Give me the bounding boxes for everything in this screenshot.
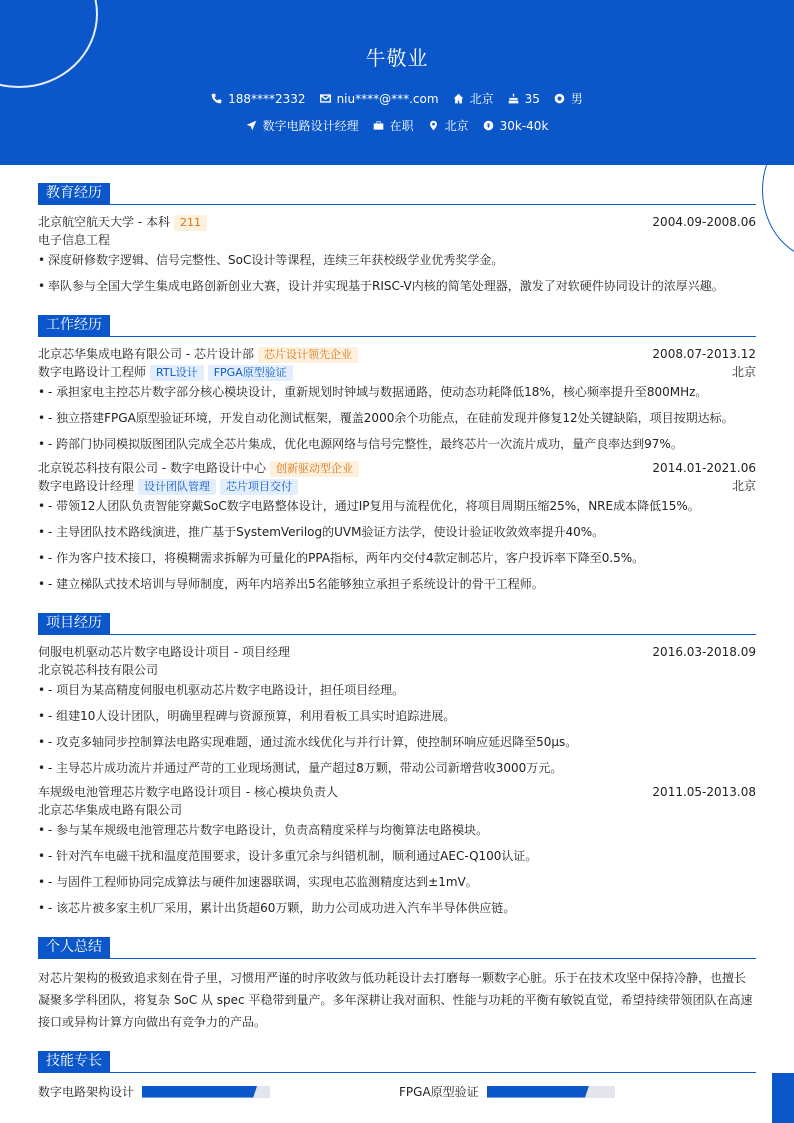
phone-item <box>211 90 305 107</box>
work-dates: 2008.07-2013.12 <box>652 347 756 361</box>
email-text: niu****@***.com <box>336 91 439 106</box>
section-title: 项目经历 <box>38 613 110 634</box>
status-item <box>373 117 414 134</box>
phone-text: 188****2332 <box>228 91 306 106</box>
home-icon <box>453 93 464 104</box>
project-company: 北京锐芯科技有限公司 <box>38 663 159 677</box>
skill-item <box>399 1083 615 1100</box>
company-tag: 芯片设计领先企业 <box>258 347 358 363</box>
candidate-name: 牛敬业 <box>365 46 429 70</box>
work-dates: 2014.01-2021.06 <box>652 461 756 475</box>
project-name: 伺服电机驱动芯片数字电路设计项目 - 项目经理 <box>38 645 290 659</box>
salary-text: 30k-40k <box>499 118 549 133</box>
skill-tag: RTL设计 <box>150 365 204 381</box>
work-section: 工作经历 北京芯华集成电路有限公司 - 芯片设计部 芯片设计领先企业 2008.07-2013.12 数字电路设计工程师 RTL设计 FPGA原型验证 北京 • - 承担家电主控芯片数字部分核心模块设计，重新规划时钟域与数据通路，使动态功耗降低18%，核心频率提升至800MHz。 • - 独立搭建FPGA原型验证环境，开发自动化测试框架，覆盖2000余个功能点，在硅前发现并修复12处关键缺陷，项目按期达标。 • - 跨部门协同模拟版图团队完成全芯片集成，优化电源网络与信号完整性，最终芯片一次流片成功，量产良率达到97%。 北京锐芯科技有限公司 - 数字电路设计中心 创新驱动型企业 2014.01-2021.06 数字电路设计经理 设计团队管理 芯片项目交付 北京 • - 带领12人团队负责智能穿戴SoC数字电路整体设计，通过IP复用与流程优化，将项目周期压缩25%，NRE成本降低15%。 • - 主导团队技术路线演进，推广基于SystemVerilog的UVM验证方法学，使设计验证收敛效率提升40%。 • - 作为客户技术接口，将模糊需求拆解为可量化的PPA指标，两年内交付4款定制芯片，客户投诉率下降至0.5%。 • - 建立梯队式技术培训与导师制度，两年内培养出5名能够独立承担子系统设计的骨干工程师。 <box>38 317 756 591</box>
mail-icon <box>320 93 331 104</box>
city-item <box>453 90 494 107</box>
age-text: 35 <box>524 91 540 106</box>
section-title: 工作经历 <box>38 315 110 336</box>
school-tag: 211 <box>174 215 207 231</box>
cake-icon <box>508 93 519 104</box>
target-city-text: 北京 <box>444 119 469 133</box>
summary-section <box>38 937 756 959</box>
skill-name: FPGA原型验证 <box>399 1085 479 1099</box>
projects-section: 项目经历 伺服电机驱动芯片数字电路设计项目 - 项目经理 2016.03-2018.09 北京锐芯科技有限公司 • - 项目为某高精度伺服电机驱动芯片数字电路设计，担任项目经理。 • - 组建10人设计团队，明确里程碑与资源预算，利用看板工具实时追踪进展。 • - 攻克多轴同步控制算法电路实现难题，通过流水线优化与并行计算，使控制环响应延迟降至50μs。 • - 主导芯片成功流片并通过严苛的工业现场测试，量产超过8万颗，带动公司新增营收3000万元。 车规级电池管理芯片数字电路设计项目 - 核心模块负责人 2011.05-2013.08 北京芯华集成电路有限公司 • - 参与某车规级电池管理芯片数字电路设计，负责高精度采样与均衡算法电路模块。 • - 针对汽车电磁干扰和温度范围要求，设计多重冗余与纠错机制，顺利通过AEC-Q100认证。 • - 与固件工程师协同完成算法与硬件加速器联调，实现电芯监测精度达到±1mV。 • - 该芯片被多家主机厂采用，累计出货超60万颗，助力公司成功进入汽车半导体供应链。 <box>38 615 756 915</box>
age-item <box>508 90 540 107</box>
basic-info-row <box>0 90 794 107</box>
section-title: 教育经历 <box>38 183 110 204</box>
resume-header <box>0 0 794 165</box>
school-line: 北京航空航天大学 - 本科 <box>38 215 170 229</box>
section-title: 个人总结 <box>38 937 110 958</box>
project-dates: 2011.05-2013.08 <box>652 785 756 799</box>
target-job-item <box>246 117 359 134</box>
city-text: 北京 <box>469 92 494 106</box>
gender-text: 男 <box>570 92 583 106</box>
skill-level-bar <box>487 1086 615 1098</box>
skill-tag: FPGA原型验证 <box>208 365 293 381</box>
work-location: 北京 <box>731 365 756 379</box>
summary-text: 对芯片架构的极致追求刻在骨子里，习惯用严谨的时序收敛与低功耗设计去打磨每一颗数字心脏。乐于在技术攻坚中保持冷静，也擅长凝聚多学科团队，将复杂 SoC 从 spec 平稳带到量产。多年深耕让我对面积、性能与功耗的平衡有敏锐直觉，希望持续带领团队在高速接口或异构计算方向做出有竞争力的产品。 <box>38 971 753 1029</box>
target-job-text: 数字电路设计经理 <box>262 119 359 133</box>
gender-item <box>554 90 583 107</box>
skill-tag: 设计团队管理 <box>138 479 216 495</box>
phone-icon <box>211 93 222 104</box>
skill-item <box>38 1083 270 1100</box>
skill-name: 数字电路架构设计 <box>38 1085 135 1099</box>
project-dates: 2016.03-2018.09 <box>652 645 756 659</box>
skill-level-bar <box>142 1086 270 1098</box>
job-title: 数字电路设计经理 <box>38 479 135 493</box>
job-intent-row <box>0 117 794 134</box>
money-icon <box>483 120 494 131</box>
location-pin-icon <box>428 120 439 131</box>
email-item <box>320 90 439 107</box>
section-title: 技能专长 <box>38 1051 110 1072</box>
salary-item <box>483 117 549 134</box>
briefcase-icon <box>373 120 384 131</box>
status-text: 在职 <box>389 119 414 133</box>
company-tag: 创新驱动型企业 <box>270 461 359 477</box>
skills-section <box>38 1051 756 1073</box>
education-major: 电子信息工程 <box>38 233 111 247</box>
skill-tag: 芯片项目交付 <box>220 479 298 495</box>
project-name: 车规级电池管理芯片数字电路设计项目 - 核心模块负责人 <box>38 785 338 799</box>
summary-heading <box>38 937 756 959</box>
skill-level-fill <box>142 1086 257 1098</box>
work-location: 北京 <box>731 479 756 493</box>
skill-level-fill <box>487 1086 589 1098</box>
company-line: 北京芯华集成电路有限公司 - 芯片设计部 <box>38 347 254 361</box>
project-company: 北京芯华集成电路有限公司 <box>38 803 183 817</box>
job-title: 数字电路设计工程师 <box>38 365 147 379</box>
gender-icon <box>554 93 565 104</box>
decorative-side-bar <box>772 1073 794 1123</box>
company-line: 北京锐芯科技有限公司 - 数字电路设计中心 <box>38 461 266 475</box>
send-icon <box>246 120 257 131</box>
target-city-item <box>428 117 469 134</box>
education-dates: 2004.09-2008.06 <box>652 215 756 229</box>
skills-heading <box>38 1051 756 1073</box>
education-section: 教育经历 北京航空航天大学 - 本科 211 2004.09-2008.06 电子信息工程 • 深度研修数字逻辑、信号完整性、SoC设计等课程，连续三年获校级学业优秀奖学金。 • 率队参与全国大学生集成电路创新创业大赛，设计并实现基于RISC-V内核的简笔处理器，激发了对软硬件协同设计的浓厚兴趣。 <box>38 185 756 293</box>
